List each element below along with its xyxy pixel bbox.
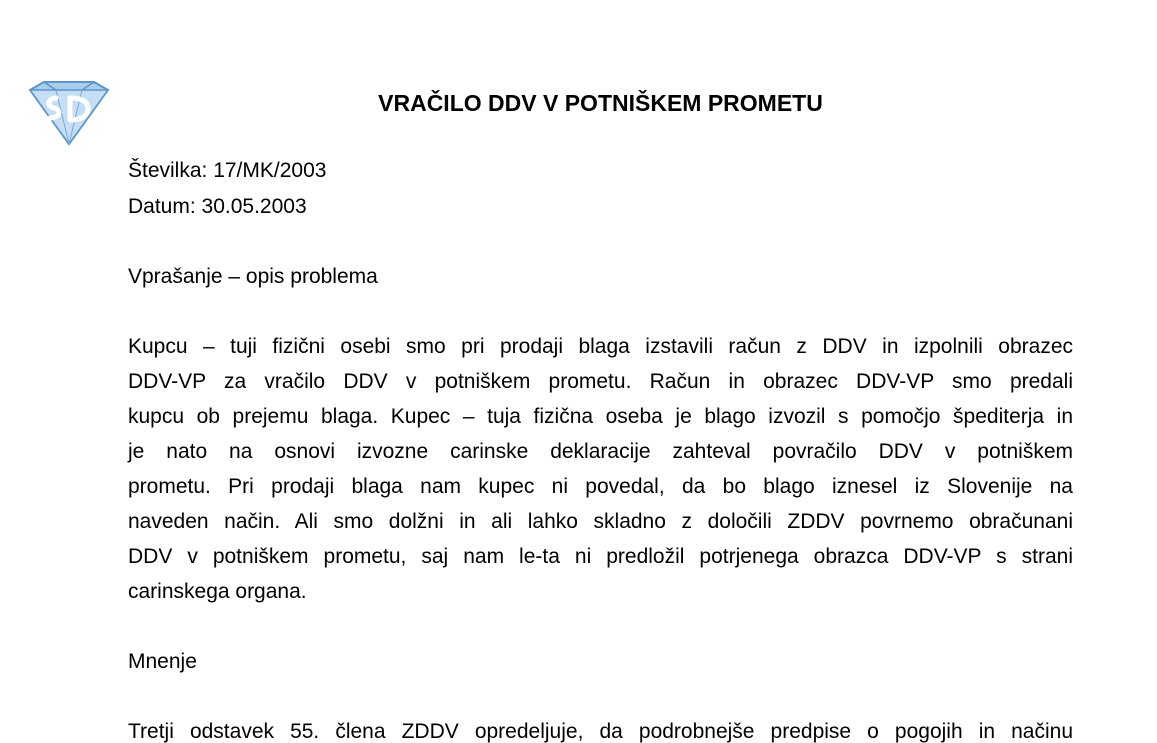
question-heading: Vprašanje – opis problema (128, 265, 378, 288)
question-line: naveden način. Ali smo dolžni in ali lahko skladno z določili ZDDV povrnemo obračunani (128, 510, 1073, 533)
question-line: Kupcu – tuji fizični osebi smo pri prodaji blaga izstavili račun z DDV in izpolnili obrazec (128, 335, 1073, 358)
question-line: kupcu ob prejemu blaga. Kupec – tuja fizična oseba je blago izvozil s pomočjo špediterja in (128, 405, 1073, 428)
question-line: DDV-VP za vračilo DDV v potniškem prometu. Račun in obrazec DDV-VP smo predali (128, 370, 1073, 393)
document-number: Številka: 17/MK/2003 (128, 159, 327, 182)
opinion-paragraph (128, 714, 1073, 743)
question-line: carinskega organa. (128, 580, 307, 603)
question-paragraph (128, 329, 1073, 609)
document-date: Datum: 30.05.2003 (128, 195, 307, 218)
question-line: je nato na osnovi izvozne carinske deklaracije zahteval povračilo DDV v potniškem (128, 440, 1073, 463)
document-title: VRAČILO DDV V POTNIŠKEM PROMETU (378, 90, 823, 116)
question-line: DDV v potniškem prometu, saj nam le-ta ni predložil potrjenega obrazca DDV-VP s strani (128, 545, 1073, 568)
diamond-logo-icon (26, 78, 112, 148)
opinion-heading: Mnenje (128, 650, 197, 673)
question-line: prometu. Pri prodaji blaga nam kupec ni povedal, da bo blago iznesel iz Slovenije na (128, 475, 1073, 498)
opinion-line: Tretji odstavek 55. člena ZDDV opredeljuje, da podrobnejše predpise o pogojih in načinu (128, 720, 1073, 743)
